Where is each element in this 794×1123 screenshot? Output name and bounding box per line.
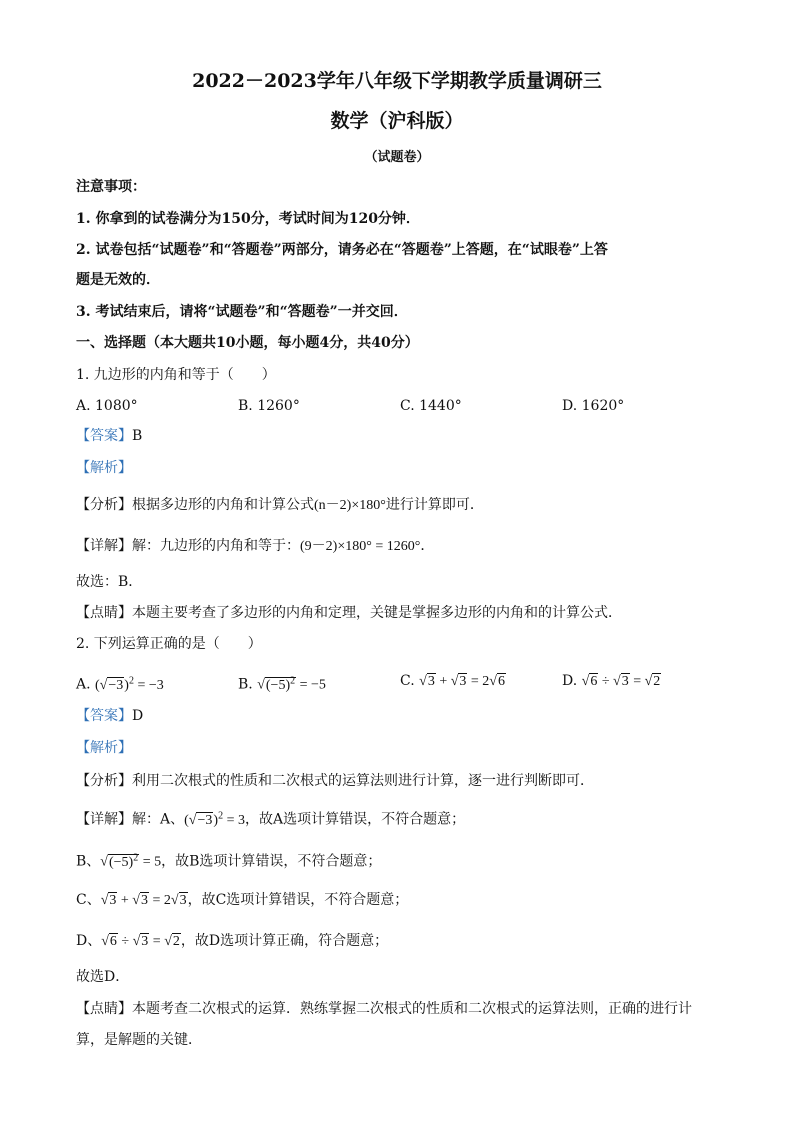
q2-option-d	[562, 670, 661, 693]
detail-label: 【详解】	[76, 811, 132, 828]
comment-label: 【点睛】	[76, 1001, 132, 1017]
q2-stem: 2. 下列运算正确的是（ ）	[76, 636, 262, 652]
q1-answer	[76, 426, 142, 446]
q1-analysis	[76, 495, 484, 516]
q2-detail-b	[76, 848, 381, 873]
detail-suffix: ．	[420, 538, 435, 554]
detail-d-expression: √6 ÷ √3 = √2	[101, 934, 180, 949]
q1-choose: 故选：B．	[76, 574, 143, 590]
detail-b-prefix: B、	[76, 853, 101, 870]
detail-formula: (9－2)×180° = 1260°	[300, 539, 421, 554]
note-item-2-cont: 题是无效的．	[76, 272, 160, 288]
polygon-angle-formula: (n－2)×180°	[314, 498, 386, 513]
q1-answer-value: B	[132, 428, 143, 444]
note-item-3: 3. 考试结束后，请将“试题卷”和“答题卷”一并交回．	[76, 304, 408, 320]
q2-comment	[76, 999, 692, 1019]
q1-detail	[76, 536, 434, 557]
answer-tag: 【答案】	[76, 428, 132, 444]
analysis-suffix: 进行计算即可．	[385, 497, 484, 513]
detail-text: 解：九边形的内角和等于：	[132, 538, 300, 554]
detail-label: 【详解】	[76, 538, 132, 554]
detail-b-suffix: ，故B选项计算错误，不符合题意；	[161, 853, 382, 870]
analysis-label: 【分析】	[76, 773, 132, 789]
detail-a-prefix: 解：A、	[132, 811, 185, 828]
detail-a-expression: $(√-3)^2 = 3$	[184, 810, 245, 828]
q2-d-expression: √6 ÷ √3 = √2	[581, 674, 661, 689]
q1-stem: 1. 九边形的内角和等于（ ）	[76, 367, 276, 383]
q2-choose: 故选D．	[76, 969, 130, 985]
comment-label: 【点睛】	[76, 605, 132, 621]
notes-heading: 注意事项：	[76, 179, 146, 195]
q2-c-expression: √3 + √3 = 2√6	[419, 674, 505, 689]
exam-title: 2022－2023学年八年级下学期教学质量调研三	[192, 70, 602, 92]
q1-comment	[76, 603, 622, 623]
detail-c-expression: √3 + √3 = 2√3	[100, 893, 187, 908]
q2-comment-cont: 算，是解题的关键．	[76, 1032, 202, 1048]
note-item-2: 2. 试卷包括“试题卷”和“答题卷”两部分，请务必在“答题卷”上答题，在“试眼卷”上答	[76, 242, 608, 258]
answer-tag: 【答案】	[76, 708, 132, 724]
detail-d-prefix: D、	[76, 933, 102, 949]
q2-b-expression: $√(-5)^2 = -5$	[257, 675, 326, 693]
q2-answer	[76, 706, 143, 726]
q2-detail-d	[76, 931, 388, 952]
q2-analysis	[76, 771, 594, 791]
detail-b-expression: $√(-5)^2 = 5$	[100, 852, 162, 870]
note-item-1: 1. 你拿到的试卷满分为150分，考试时间为120分钟．	[76, 211, 420, 227]
q2-option-a	[76, 670, 164, 697]
detail-c-prefix: C、	[76, 892, 101, 908]
analysis-label: 【分析】	[76, 497, 132, 513]
exam-subtitle: 数学（沪科版）	[330, 110, 464, 132]
comment-text: 本题主要考查了多边形的内角和定理，关键是掌握多边形的内角和的计算公式．	[132, 605, 622, 621]
detail-c-suffix: ，故C选项计算错误，不符合题意；	[187, 892, 409, 908]
q2-detail-a	[76, 806, 465, 831]
detail-a-suffix: ，故A选项计算错误，不符合题意；	[244, 811, 466, 828]
q2-answer-value: D	[132, 708, 144, 724]
q1-analysis-tag: 【解析】	[76, 460, 132, 476]
q2-option-b	[238, 670, 326, 697]
option-label-b: B.	[238, 676, 253, 693]
analysis-text: 利用二次根式的性质和二次根式的运算法则进行计算，逐一进行判断即可．	[132, 773, 594, 789]
option-label-a: A.	[76, 676, 91, 693]
comment-text: 本题考查二次根式的运算．熟练掌握二次根式的性质和二次根式的运算法则，正确的进行计	[132, 1001, 692, 1017]
q2-option-c	[400, 670, 506, 693]
q1-option-a: A. 1080°	[76, 398, 138, 414]
option-label-d: D.	[562, 673, 578, 689]
q1-option-b: B. 1260°	[238, 398, 300, 414]
q1-option-d: D. 1620°	[562, 398, 625, 414]
section-heading: 一、选择题（本大题共10小题，每小题4分，共40分）	[76, 335, 419, 351]
q1-option-c: C. 1440°	[400, 398, 462, 414]
analysis-text: 根据多边形的内角和计算公式	[132, 497, 314, 513]
q2-a-expression: $(√-3)^2 = -3$	[95, 675, 164, 693]
paper-type: （试题卷）	[364, 150, 430, 165]
detail-d-suffix: ，故D选项计算正确，符合题意；	[180, 933, 389, 949]
q2-detail-c	[76, 890, 408, 911]
option-label-c: C.	[400, 673, 415, 689]
q2-analysis-tag: 【解析】	[76, 740, 132, 756]
